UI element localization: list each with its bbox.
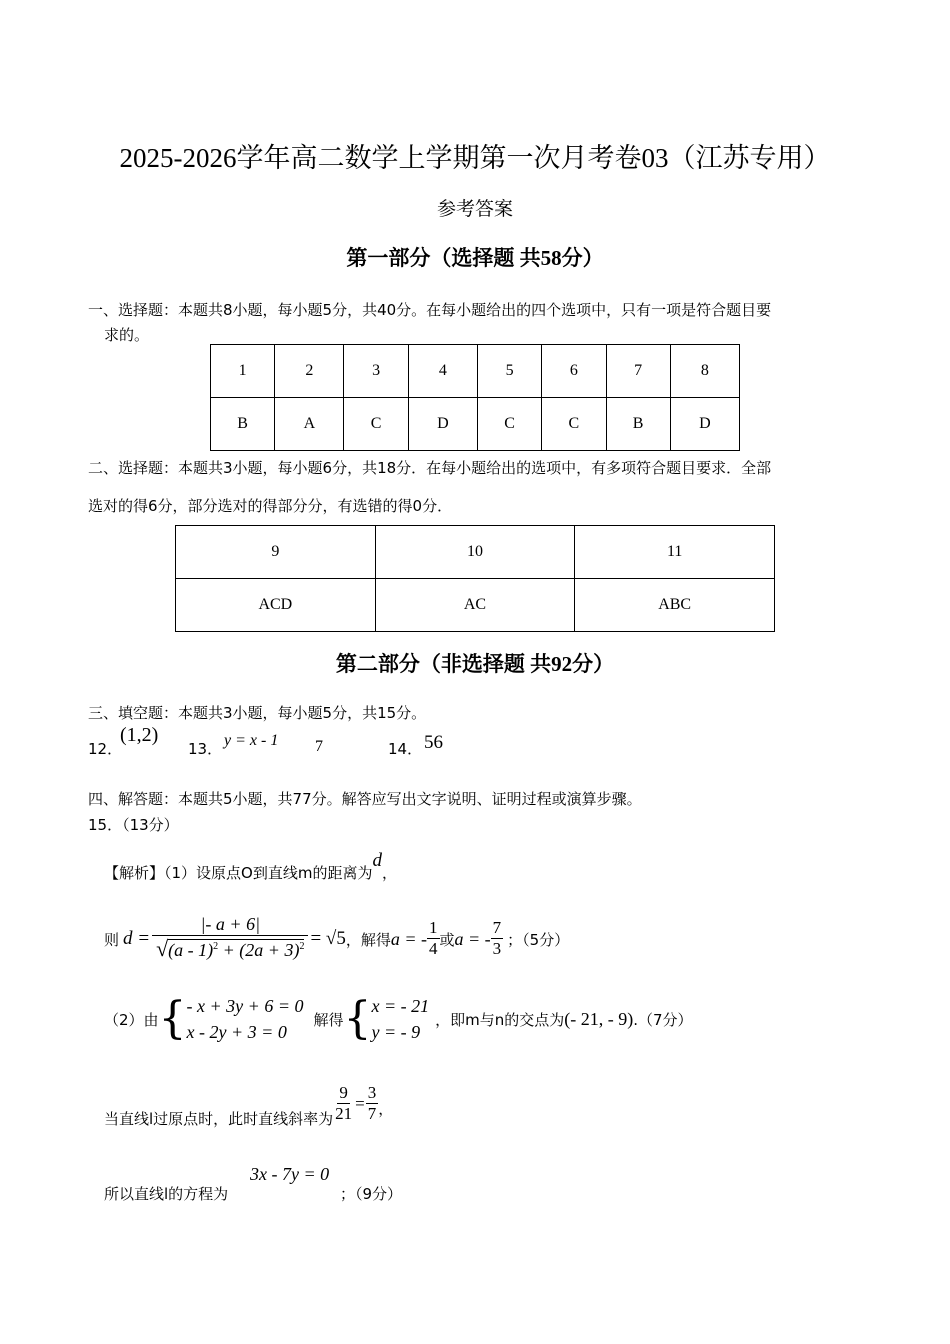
step2-den-a: (a - 1) <box>168 940 214 961</box>
step3-system <box>187 993 304 1045</box>
step3-point: (- 21, - 9) <box>564 1008 634 1029</box>
step2-den-b: + (2a + 3) <box>218 940 300 961</box>
solution-step-1 <box>104 850 397 884</box>
sec1-answer-cell: C <box>344 398 408 451</box>
step2-fraction <box>154 915 306 962</box>
step4-frac1 <box>333 1084 354 1124</box>
sec1-answer-cell: B <box>211 398 275 451</box>
step2-frac2 <box>491 919 504 959</box>
step2-den-b-exp: 2 <box>299 941 305 953</box>
step3-score: .（7分） <box>633 1010 693 1029</box>
sec1-answer-cell: C <box>542 398 606 451</box>
q13-answer-2: 7 <box>315 738 323 755</box>
step2-numerator: |- a + 6| <box>152 915 308 936</box>
solution-step-2 <box>104 904 569 974</box>
step2-or: 或 <box>439 930 455 949</box>
sec2-header-cell: 11 <box>575 526 775 579</box>
sec2-answer-table <box>175 525 775 632</box>
step2-frac1 <box>427 919 440 959</box>
step5-score: ；（9分） <box>340 1185 403 1203</box>
sec2-header-cell: 10 <box>375 526 575 579</box>
step2-frac2-num: 7 <box>492 917 502 937</box>
solution-step-3 <box>104 990 693 1048</box>
step2-frac1-den: 4 <box>429 938 438 958</box>
sec1-header-cell: 4 <box>408 345 477 398</box>
step2-den-a-exp: 2 <box>213 941 219 953</box>
sec1-header-cell: 5 <box>477 345 541 398</box>
sec2-answer-row <box>176 579 775 632</box>
step3-sol2: y = - 9 <box>371 1022 421 1042</box>
step3-eq1: - x + 3y + 6 = 0 <box>186 995 304 1016</box>
q13-label: 13． <box>188 740 223 758</box>
sec1-instructions-line2: 求的。 <box>104 326 150 344</box>
q14-label: 14． <box>388 740 423 758</box>
solution-step-4 <box>104 1076 393 1132</box>
sec1-answer-row <box>211 398 740 451</box>
step2-solve: ，解得 <box>345 930 391 949</box>
sec1-header-cell: 6 <box>542 345 606 398</box>
sec1-header-row <box>211 345 740 398</box>
sec2-answer-cell: ABC <box>575 579 775 632</box>
step4-frac1-num: 9 <box>339 1082 348 1102</box>
step1-text: （1）设原点O到直线m的距离为 <box>164 864 373 882</box>
step2-frac1-num: 1 <box>429 917 438 937</box>
analysis-tag: 【解析】 <box>104 864 165 882</box>
sec2-header-cell: 9 <box>176 526 376 579</box>
q12-answer: (1,2) <box>120 724 159 746</box>
page-subtitle: 参考答案 <box>436 198 513 220</box>
sec1-header-cell: 3 <box>344 345 408 398</box>
step2-lhs: d = <box>123 928 151 949</box>
step4-frac2 <box>366 1084 379 1124</box>
step5-text: 所以直线l的方程为 <box>104 1185 229 1203</box>
sec1-answer-cell: D <box>408 398 477 451</box>
page-title: 2025-2026学年高二数学上学期第一次月考卷03（江苏专用） <box>119 143 831 173</box>
sec1-answer-cell: B <box>606 398 670 451</box>
step1-var: d <box>372 850 382 871</box>
sec1-answer-cell: A <box>275 398 344 451</box>
sec2-header-row <box>176 526 775 579</box>
sec3-instructions: 三、填空题：本题共3小题，每小题5分，共15分。 <box>88 704 427 722</box>
sec2-answer-cell: ACD <box>176 579 376 632</box>
step2-frac2-den: 3 <box>492 938 502 958</box>
step3-solution <box>371 993 429 1045</box>
q14-answer: 56 <box>424 732 443 753</box>
sec1-header-cell: 7 <box>606 345 670 398</box>
sec1-header-cell: 1 <box>211 345 275 398</box>
sec1-answer-cell: C <box>477 398 541 451</box>
left-brace-icon: { <box>343 993 372 1044</box>
sec1-header-cell: 8 <box>670 345 739 398</box>
part2-heading: 第二部分（非选择题 共92分） <box>335 652 615 676</box>
q12-label: 12． <box>88 740 123 758</box>
part1-heading: 第一部分（选择题 共58分） <box>346 246 604 270</box>
sec2-instructions-line1: 二、选择题：本题共3小题，每小题6分，共18分．在每小题给出的选项中，有多项符合题目要求．全部 <box>88 459 772 477</box>
step2-eq: = √5 <box>310 928 346 949</box>
step2-a1: a = - <box>390 928 427 949</box>
q13-answer: y = x - 1 <box>224 732 279 749</box>
sec2-answer-cell: AC <box>375 579 575 632</box>
sec1-header-cell: 2 <box>275 345 344 398</box>
step2-score: ；（5分） <box>507 930 570 949</box>
step2-denominator: $√(a - 1)^2 + (2a + 3)^2$ <box>156 936 305 962</box>
step4-text: 当直线l过原点时，此时直线斜率为 <box>104 1109 334 1128</box>
step5-eq: 3x - 7y = 0 <box>250 1164 330 1184</box>
step2-a2: a = - <box>454 928 491 949</box>
step4-frac2-den: 7 <box>367 1103 377 1123</box>
step4-eq: = <box>355 1094 365 1113</box>
left-brace-icon: { <box>158 993 187 1044</box>
step3-sol1: x = - 21 <box>371 995 430 1016</box>
q15-label: 15．（13分） <box>88 816 179 834</box>
step1-end: ， <box>381 864 397 882</box>
sec2-instructions-line2: 选对的得6分，部分选对的得部分分，有选错的得0分． <box>88 497 453 515</box>
step3-solve: 解得 <box>313 1010 344 1029</box>
step4-end: ， <box>378 1099 394 1118</box>
step3-eq2: x - 2y + 3 = 0 <box>186 1022 287 1042</box>
step2-prefix: 则 <box>104 930 120 949</box>
step4-frac1-den: 21 <box>335 1103 353 1123</box>
sec1-answer-table <box>210 344 740 451</box>
sec4-instructions: 四、解答题：本题共5小题，共77分。解答应写出文字说明、证明过程或演算步骤。 <box>88 790 642 808</box>
step3-mid: ，即m与n的交点为 <box>435 1010 565 1029</box>
sec1-instructions-line1: 一、选择题：本题共8小题，每小题5分，共40分。在每小题给出的四个选项中，只有一项是符合题目要 <box>88 301 772 319</box>
step4-frac2-num: 3 <box>367 1082 377 1102</box>
step3-prefix: （2）由 <box>104 1010 159 1029</box>
sec1-answer-cell: D <box>670 398 739 451</box>
